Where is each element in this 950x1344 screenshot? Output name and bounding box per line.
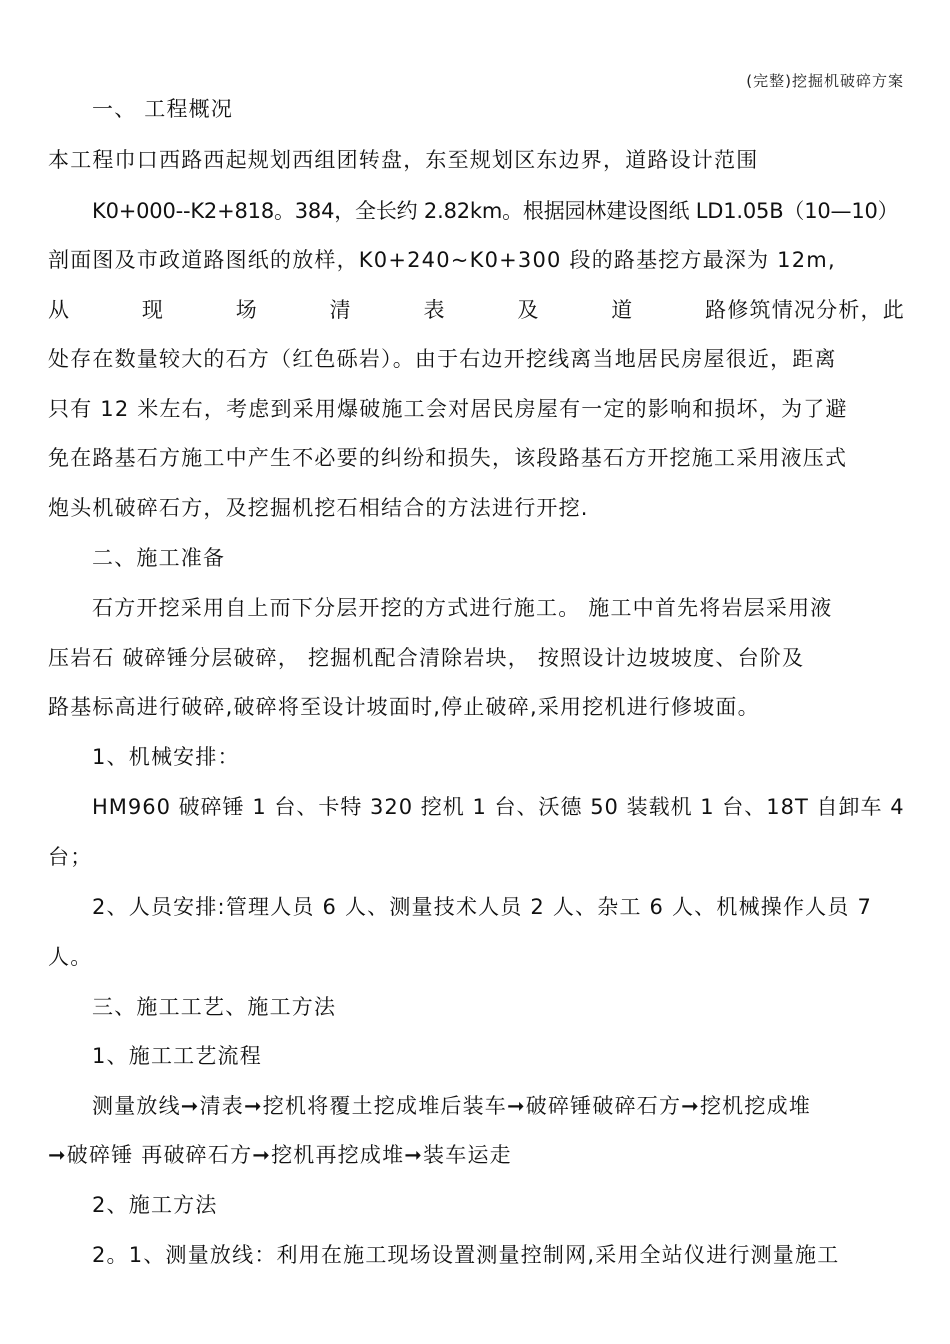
paragraph-line: 炮头机破碎石方，及挖掘机挖石相结合的方法进行开挖.	[48, 496, 589, 520]
spread-word: 从	[48, 298, 71, 322]
paragraph-line: K0+000--K2+818。384，全长约 2.82km。根据园林建设图纸 LD1.05B（10—10）	[92, 199, 899, 223]
section-heading-1: 一、 工程概况	[92, 97, 234, 121]
spread-word: 表	[423, 298, 446, 322]
paragraph-line: 2、人员安排:管理人员 6 人、测量技术人员 2 人、杂工 6 人、机械操作人员 7	[92, 895, 873, 919]
paragraph-line: 路基标高进行破碎,破碎将至设计坡面时,停止破碎,采用挖机进行修坡面。	[48, 695, 760, 719]
spread-word: 及	[517, 298, 540, 322]
page-header: (完整)挖掘机破碎方案	[746, 72, 904, 90]
paragraph-line: 人。	[48, 945, 93, 969]
spread-word: 清	[329, 298, 352, 322]
paragraph-line: 本工程巾口西路西起规划西组团转盘，东至规划区东边界，道路设计范围	[48, 148, 759, 172]
paragraph-line: 处存在数量较大的石方（红色砾岩）。由于右边开挖线离当地居民房屋很近，距离	[48, 347, 837, 371]
section-heading-3: 三、施工工艺、施工方法	[92, 995, 337, 1019]
paragraph-line: 剖面图及市政道路图纸的放样，K0+240~K0+300 段的路基挖方最深为 12m,	[48, 248, 836, 272]
paragraph-line: 免在路基石方施工中产生不必要的纠纷和损失，该段路基石方开挖施工采用液压式	[48, 446, 848, 470]
paragraph-line: 2。1、测量放线：利用在施工现场设置测量控制网,采用全站仪进行测量施工	[92, 1243, 840, 1267]
paragraph-line: 只有 12 米左右，考虑到采用爆破施工会对居民房屋有一定的影响和损坏，为了避	[48, 397, 848, 421]
spread-word: 道	[611, 298, 634, 322]
paragraph-line: 压岩石 破碎锤分层破碎， 挖掘机配合清除岩块， 按照设计边坡坡度、台阶及	[48, 646, 805, 670]
process-flow-line: 测量放线➞清表➞挖机将覆土挖成堆后装车➞破碎锤破碎石方➞挖机挖成堆	[92, 1094, 811, 1118]
spread-word: 现	[141, 298, 165, 322]
paragraph-line: 台；	[48, 845, 93, 869]
paragraph-line: 石方开挖采用自上而下分层开挖的方式进行施工。 施工中首先将岩层采用液	[92, 596, 833, 620]
process-flow-line: ➞破碎锤 再破碎石方➞挖机再挖成堆➞装车运走	[48, 1143, 512, 1167]
spread-word: 场	[235, 298, 258, 322]
subheading: 1、机械安排：	[92, 745, 240, 769]
section-heading-2: 二、施工准备	[92, 546, 226, 570]
paragraph-line-spread	[48, 296, 905, 324]
paragraph-line: HM960 破碎锤 1 台、卡特 320 挖机 1 台、沃德 50 装载机 1 台、18T 自卸车 4	[92, 795, 905, 819]
subheading: 2、施工方法	[92, 1193, 218, 1217]
spread-word: 路修筑情况分析，此	[705, 298, 905, 322]
subheading: 1、施工工艺流程	[92, 1044, 262, 1068]
